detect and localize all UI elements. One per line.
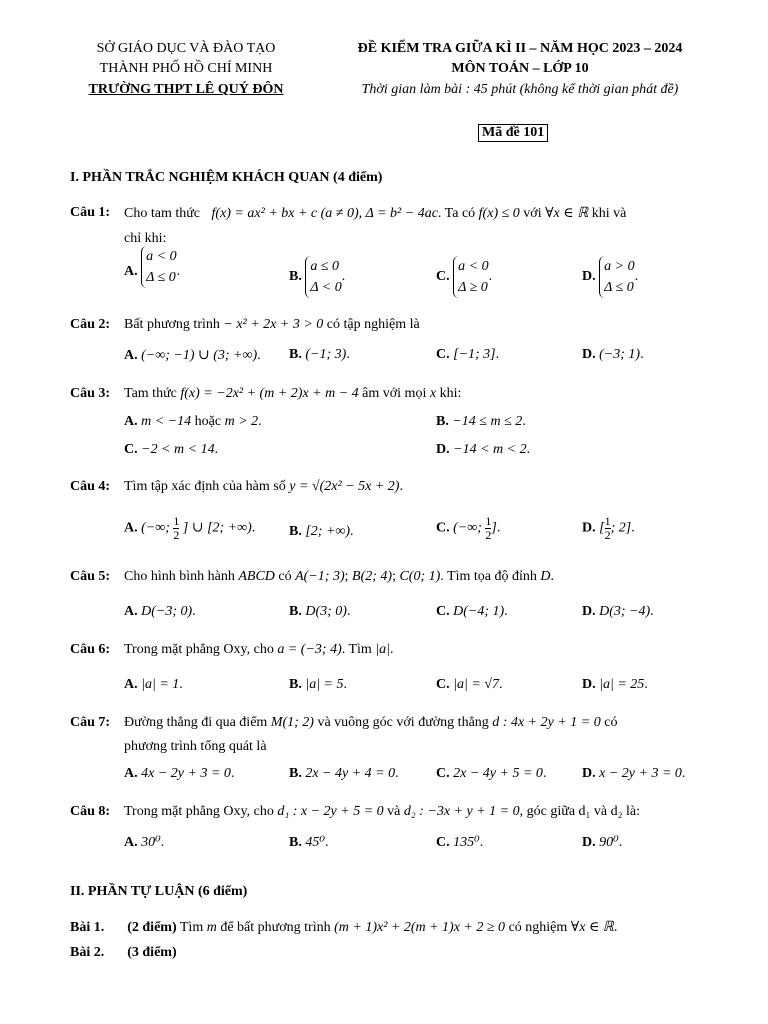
q8-option-b[interactable]: B. 45⁰.: [289, 835, 329, 850]
q7-option-b[interactable]: B. 2x − 4y + 4 = 0.: [289, 766, 399, 781]
q1-formula: f(x) = ax² + bx + c (a ≠ 0), Δ = b² − 4ac: [211, 206, 438, 221]
q2-option-d[interactable]: D. (−3; 1).: [582, 347, 644, 362]
q6-option-c[interactable]: C. |a| = √7.: [436, 677, 503, 692]
q1-option-b[interactable]: B. a ≤ 0 Δ < 0.: [289, 256, 345, 298]
q1-label: Câu 1:: [70, 205, 111, 220]
q3-option-a[interactable]: A. m < −14 hoặc m > 2.: [124, 414, 262, 429]
q7-option-d[interactable]: D. x − 2y + 3 = 0.: [582, 766, 686, 781]
q7-option-a[interactable]: A. 4x − 2y + 3 = 0.: [124, 766, 235, 781]
q1-option-d[interactable]: D. a > 0 Δ ≤ 0.: [582, 256, 638, 298]
q1-option-a[interactable]: A. a < 0 Δ ≤ 0.: [124, 256, 180, 288]
q2-option-c[interactable]: C. [−1; 3].: [436, 347, 500, 362]
q3-option-c[interactable]: C. −2 < m < 14.: [124, 442, 219, 457]
q4-expression: y = √(2x² − 5x + 2): [289, 479, 400, 494]
q5-text: Cho hình bình hành ABCD có A(−1; 3); B(2; 4); C(0; 1). Tìm tọa độ đỉnh D.: [124, 569, 554, 584]
question-7: Câu 7:: [70, 715, 111, 730]
part1-heading: I. PHẦN TRẮC NGHIỆM KHÁCH QUAN (4 điểm): [70, 170, 383, 185]
q4-text: Tìm tập xác định của hàm số y = √(2x² − 5x + 2).: [124, 479, 403, 494]
q1-text: Cho tam thức f(x) = ax² + bx + c (a ≠ 0), Δ = b² − 4ac. Ta có f(x) ≤ 0 với ∀x ∈ ℝ khi và: [124, 206, 627, 221]
q5-option-d[interactable]: D. D(3; −4).: [582, 604, 654, 619]
q1-condition: f(x) ≤ 0: [478, 206, 520, 221]
question-1: [70, 205, 110, 221]
question-8: Câu 8:: [70, 804, 111, 819]
exam-title: ĐỀ KIỂM TRA GIỮA KÌ II – NĂM HỌC 2023 – 2024: [357, 41, 683, 56]
q7-text: Đường thẳng đi qua điểm M(1; 2) và vuông góc với đường thẳng d : 4x + 2y + 1 = 0 có: [124, 715, 618, 730]
question-4: Câu 4:: [70, 479, 111, 494]
part2-heading: II. PHẦN TỰ LUẬN (6 điểm): [70, 884, 248, 899]
q6-option-d[interactable]: D. |a| = 25.: [582, 677, 648, 692]
q8-text: Trong mặt phẳng Oxy, cho d₁ : x − 2y + 5 = 0 và d₂ : −3x + y + 1 = 0, góc giữa d₁ và d₂ là:: [124, 804, 640, 819]
q5-option-c[interactable]: C. D(−4; 1).: [436, 604, 508, 619]
subject-title: MÔN TOÁN – LỚP 10: [451, 61, 589, 76]
q2-text: Bất phương trình − x² + 2x + 3 > 0 có tập nghiệm là: [124, 317, 420, 332]
q8-option-c[interactable]: C. 135⁰.: [436, 835, 484, 850]
question-6: Câu 6:: [70, 642, 111, 657]
q6-option-a[interactable]: A. |a| = 1.: [124, 677, 183, 692]
q2-expression: − x² + 2x + 3 > 0: [223, 317, 324, 332]
q4-option-d[interactable]: D. [ $\frac{1}{2}$ ; 2].: [582, 514, 635, 542]
q8-option-a[interactable]: A. 30⁰.: [124, 835, 165, 850]
q3-expression: f(x) = −2x² + (m + 2)x + m − 4: [180, 386, 359, 401]
b1-expression: (m + 1)x² + 2(m + 1)x + 2 ≥ 0: [334, 920, 506, 935]
question-5: Câu 5:: [70, 569, 111, 584]
q6-option-b[interactable]: B. |a| = 5.: [289, 677, 347, 692]
q7-option-c[interactable]: C. 2x − 4y + 5 = 0.: [436, 766, 547, 781]
q7-text-2: phương trình tổng quát là: [124, 739, 267, 754]
q3-option-b[interactable]: B. −14 ≤ m ≤ 2.: [436, 414, 526, 429]
exam-code: Mã đề 101: [478, 124, 548, 142]
question-3: Câu 3:: [70, 386, 111, 401]
q3-option-d[interactable]: D. −14 < m < 2.: [436, 442, 531, 457]
q8-option-d[interactable]: D. 90⁰.: [582, 835, 623, 850]
q1-option-c[interactable]: C. a < 0 Δ ≥ 0.: [436, 256, 492, 298]
q1-forall: ∀x ∈ ℝ: [545, 206, 589, 221]
q1-text-2: chỉ khi:: [124, 231, 167, 246]
exercise-2: Bài 2. (3 điểm): [70, 945, 177, 960]
q2-option-a[interactable]: A. (−∞; −1) ∪ (3; +∞).: [124, 348, 261, 363]
q4-option-b[interactable]: B. [2; +∞).: [289, 524, 354, 539]
exercise-1: Bài 1. (2 điểm) Tìm m để bất phương trình (m + 1)x² + 2(m + 1)x + 2 ≥ 0 có nghiệm ∀x ∈ ℝ.: [70, 920, 618, 935]
q5-option-a[interactable]: A. D(−3; 0).: [124, 604, 196, 619]
q5-option-b[interactable]: B. D(3; 0).: [289, 604, 351, 619]
school-name: TRƯỜNG THPT LÊ QUÝ ĐÔN: [88, 82, 284, 97]
q3-text: Tam thức f(x) = −2x² + (m + 2)x + m − 4 âm với mọi x khi:: [124, 386, 462, 401]
q4-option-a[interactable]: A. (−∞; $\frac{1}{2}$ ] ∪ [2; +∞).: [124, 514, 256, 542]
q6-text: Trong mặt phẳng Oxy, cho a = (−3; 4). Tìm |a|.: [124, 642, 394, 657]
city-name: THÀNH PHỐ HỒ CHÍ MINH: [99, 61, 273, 76]
time-note: Thời gian làm bài : 45 phút (không kể thời gian phát đề): [361, 82, 679, 97]
department-name: SỞ GIÁO DỤC VÀ ĐÀO TẠO: [96, 41, 276, 56]
question-2: Câu 2:: [70, 317, 111, 332]
q2-option-b[interactable]: B. (−1; 3).: [289, 347, 350, 362]
q4-option-c[interactable]: C. (−∞; $\frac{1}{2}$ ].: [436, 514, 501, 542]
